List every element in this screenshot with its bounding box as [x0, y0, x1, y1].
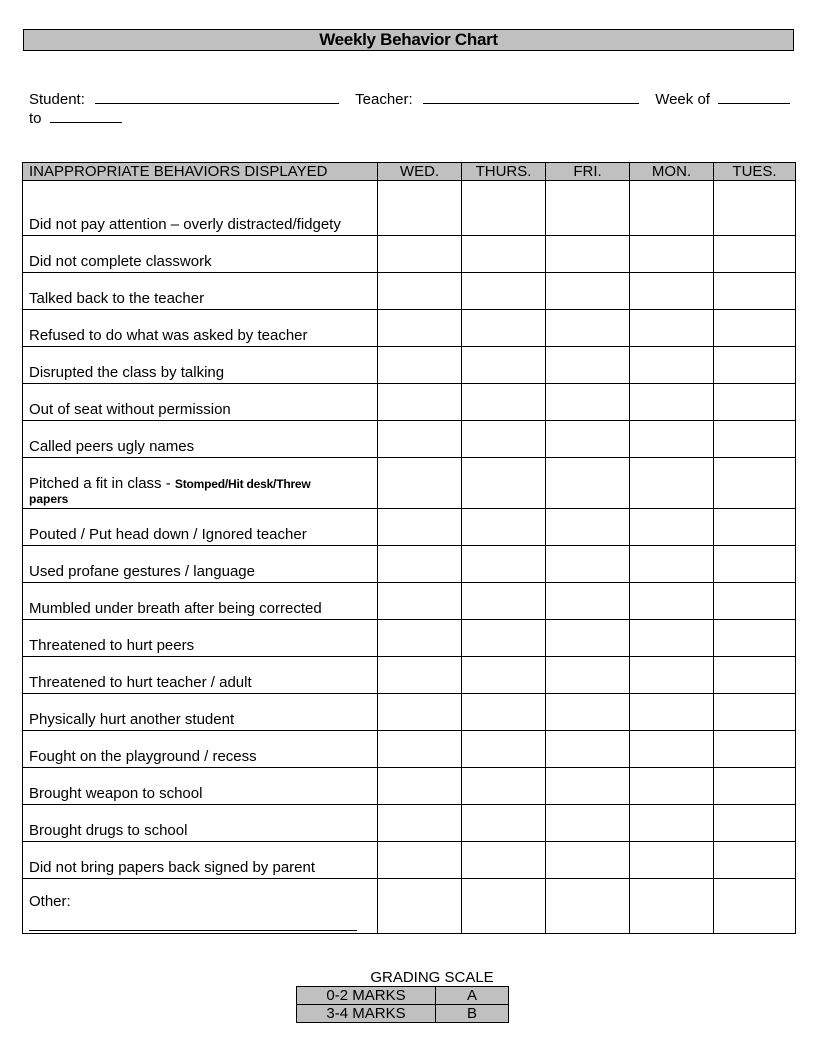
behavior-text: Did not complete classwork: [29, 253, 212, 270]
mark-cell-mon[interactable]: [630, 842, 714, 879]
behavior-label: [23, 842, 378, 879]
table-row: [23, 657, 796, 694]
behavior-text: Called peers ugly names: [29, 438, 195, 455]
mark-cell-fri[interactable]: [546, 458, 630, 509]
mark-cell-fri[interactable]: [546, 273, 630, 310]
table-row: [23, 458, 796, 509]
table-row: [23, 546, 796, 583]
other-write-in-line[interactable]: [29, 912, 357, 931]
mark-cell-mon[interactable]: [630, 879, 714, 934]
page-title: Weekly Behavior Chart: [23, 29, 794, 51]
mark-cell-tues[interactable]: [714, 181, 796, 236]
mark-cell-thurs[interactable]: [462, 421, 546, 458]
behavior-table: [22, 162, 796, 934]
mark-cell-wed[interactable]: [378, 181, 462, 236]
header-day-mon: MON.: [630, 163, 714, 181]
behavior-text: Threatened to hurt teacher / adult: [29, 674, 252, 691]
mark-cell-fri[interactable]: [546, 546, 630, 583]
mark-cell-tues[interactable]: [714, 805, 796, 842]
behavior-label: [23, 509, 378, 546]
behavior-text: Used profane gestures / language: [29, 563, 255, 580]
mark-cell-thurs[interactable]: [462, 879, 546, 934]
mark-cell-tues[interactable]: [714, 384, 796, 421]
mark-cell-mon[interactable]: [630, 657, 714, 694]
mark-cell-wed[interactable]: [378, 731, 462, 768]
grading-grade: B: [436, 1005, 509, 1023]
behavior-label: [23, 583, 378, 620]
week-of-label: Week of: [655, 91, 710, 108]
table-row: [23, 768, 796, 805]
mark-cell-tues[interactable]: [714, 347, 796, 384]
grading-scale: [296, 969, 508, 1023]
mark-cell-wed[interactable]: [378, 347, 462, 384]
mark-cell-tues[interactable]: [714, 546, 796, 583]
mark-cell-fri[interactable]: [546, 384, 630, 421]
table-row: [23, 421, 796, 458]
behavior-detail: Stomped/Hit desk/Threw: [174, 477, 311, 491]
mark-cell-wed[interactable]: [378, 509, 462, 546]
mark-cell-wed[interactable]: [378, 273, 462, 310]
mark-cell-tues[interactable]: [714, 657, 796, 694]
mark-cell-tues[interactable]: [714, 421, 796, 458]
mark-cell-thurs[interactable]: [462, 310, 546, 347]
mark-cell-mon[interactable]: [630, 421, 714, 458]
mark-cell-fri[interactable]: [546, 620, 630, 657]
mark-cell-thurs[interactable]: [462, 768, 546, 805]
behavior-label: [23, 657, 378, 694]
student-field[interactable]: [95, 90, 339, 104]
mark-cell-tues[interactable]: [714, 731, 796, 768]
table-row: [23, 181, 796, 236]
behavior-label: [23, 768, 378, 805]
mark-cell-mon[interactable]: [630, 731, 714, 768]
table-row: [23, 620, 796, 657]
mark-cell-thurs[interactable]: [462, 236, 546, 273]
header-day-fri: FRI.: [546, 163, 630, 181]
mark-cell-fri[interactable]: [546, 181, 630, 236]
behavior-label: [23, 347, 378, 384]
table-row: [23, 805, 796, 842]
behavior-text: Disrupted the class by talking: [29, 364, 225, 381]
mark-cell-wed[interactable]: [378, 546, 462, 583]
behavior-label: [23, 273, 378, 310]
mark-cell-fri[interactable]: [546, 879, 630, 934]
mark-cell-fri[interactable]: [546, 236, 630, 273]
table-row: [23, 731, 796, 768]
table-row: [23, 694, 796, 731]
mark-cell-thurs[interactable]: [462, 458, 546, 509]
mark-cell-thurs[interactable]: [462, 620, 546, 657]
mark-cell-mon[interactable]: [630, 181, 714, 236]
mark-cell-tues[interactable]: [714, 879, 796, 934]
mark-cell-wed[interactable]: [378, 421, 462, 458]
mark-cell-wed[interactable]: [378, 805, 462, 842]
mark-cell-mon[interactable]: [630, 509, 714, 546]
mark-cell-thurs[interactable]: [462, 273, 546, 310]
mark-cell-mon[interactable]: [630, 546, 714, 583]
table-row: [23, 879, 796, 934]
mark-cell-tues[interactable]: [714, 273, 796, 310]
student-info: [29, 90, 791, 128]
grading-grade: A: [436, 987, 509, 1005]
behavior-text: Threatened to hurt peers: [29, 637, 195, 654]
behavior-text: Did not pay attention – overly distracted/fidgety: [29, 216, 341, 233]
behavior-text: Brought drugs to school: [29, 822, 188, 839]
mark-cell-mon[interactable]: [630, 273, 714, 310]
behavior-label: [23, 310, 378, 347]
table-header-row: [23, 163, 796, 181]
mark-cell-thurs[interactable]: [462, 583, 546, 620]
to-label: to: [29, 110, 42, 127]
week-end-field[interactable]: [50, 109, 122, 123]
behavior-label: [23, 384, 378, 421]
behavior-label: [23, 236, 378, 273]
behavior-text: Pitched a fit in class -: [29, 475, 171, 492]
table-row: [23, 347, 796, 384]
behavior-text: Other:: [29, 893, 71, 910]
mark-cell-wed[interactable]: [378, 384, 462, 421]
mark-cell-mon[interactable]: [630, 347, 714, 384]
mark-cell-thurs[interactable]: [462, 384, 546, 421]
behavior-text: Pouted / Put head down / Ignored teacher: [29, 526, 307, 543]
mark-cell-mon[interactable]: [630, 310, 714, 347]
behavior-text: Out of seat without permission: [29, 401, 231, 418]
behavior-label: [23, 546, 378, 583]
mark-cell-tues[interactable]: [714, 310, 796, 347]
behavior-label: [23, 805, 378, 842]
mark-cell-tues[interactable]: [714, 842, 796, 879]
mark-cell-tues[interactable]: [714, 694, 796, 731]
mark-cell-mon[interactable]: [630, 384, 714, 421]
header-day-tues: TUES.: [714, 163, 796, 181]
mark-cell-thurs[interactable]: [462, 694, 546, 731]
mark-cell-wed[interactable]: [378, 842, 462, 879]
table-row: [23, 310, 796, 347]
mark-cell-thurs[interactable]: [462, 805, 546, 842]
behavior-text: Brought weapon to school: [29, 785, 203, 802]
mark-cell-thurs[interactable]: [462, 509, 546, 546]
grading-row: [297, 1005, 509, 1023]
mark-cell-mon[interactable]: [630, 768, 714, 805]
mark-cell-tues[interactable]: [714, 458, 796, 509]
mark-cell-mon[interactable]: [630, 620, 714, 657]
mark-cell-fri[interactable]: [546, 509, 630, 546]
behavior-text: Fought on the playground / recess: [29, 748, 257, 765]
mark-cell-wed[interactable]: [378, 657, 462, 694]
mark-cell-wed[interactable]: [378, 583, 462, 620]
mark-cell-fri[interactable]: [546, 583, 630, 620]
teacher-label: Teacher:: [355, 91, 413, 108]
grading-marks: 3-4 MARKS: [297, 1005, 436, 1023]
behavior-label: [23, 620, 378, 657]
mark-cell-fri[interactable]: [546, 805, 630, 842]
behavior-label: [23, 731, 378, 768]
mark-cell-wed[interactable]: [378, 694, 462, 731]
behavior-label: [23, 421, 378, 458]
mark-cell-mon[interactable]: [630, 805, 714, 842]
mark-cell-fri[interactable]: [546, 731, 630, 768]
behavior-detail: papers: [29, 492, 69, 506]
behavior-label: [23, 458, 378, 509]
behavior-label: [23, 879, 378, 934]
grading-title: GRADING SCALE: [370, 969, 494, 986]
mark-cell-thurs[interactable]: [462, 347, 546, 384]
mark-cell-thurs[interactable]: [462, 546, 546, 583]
mark-cell-mon[interactable]: [630, 583, 714, 620]
table-row: [23, 236, 796, 273]
mark-cell-mon[interactable]: [630, 694, 714, 731]
mark-cell-mon[interactable]: [630, 458, 714, 509]
mark-cell-fri[interactable]: [546, 310, 630, 347]
mark-cell-wed[interactable]: [378, 879, 462, 934]
table-row: [23, 583, 796, 620]
mark-cell-wed[interactable]: [378, 310, 462, 347]
mark-cell-fri[interactable]: [546, 347, 630, 384]
mark-cell-thurs[interactable]: [462, 842, 546, 879]
mark-cell-fri[interactable]: [546, 421, 630, 458]
mark-cell-tues[interactable]: [714, 236, 796, 273]
mark-cell-fri[interactable]: [546, 694, 630, 731]
mark-cell-fri[interactable]: [546, 657, 630, 694]
week-start-field[interactable]: [718, 90, 790, 104]
behavior-text: Did not bring papers back signed by parent: [29, 859, 316, 876]
mark-cell-thurs[interactable]: [462, 181, 546, 236]
grading-marks: 0-2 MARKS: [297, 987, 436, 1005]
mark-cell-wed[interactable]: [378, 458, 462, 509]
table-row: [23, 509, 796, 546]
teacher-field[interactable]: [423, 90, 639, 104]
mark-cell-wed[interactable]: [378, 236, 462, 273]
behavior-text: Mumbled under breath after being corrected: [29, 600, 322, 617]
behavior-text: Physically hurt another student: [29, 711, 235, 728]
header-day-thurs: THURS.: [462, 163, 546, 181]
student-label: Student:: [29, 91, 85, 108]
grading-row: [297, 987, 509, 1005]
mark-cell-wed[interactable]: [378, 620, 462, 657]
table-row: [23, 273, 796, 310]
header-day-wed: WED.: [378, 163, 462, 181]
behavior-label: [23, 694, 378, 731]
mark-cell-fri[interactable]: [546, 768, 630, 805]
table-row: [23, 842, 796, 879]
behavior-text: Talked back to the teacher: [29, 290, 205, 307]
mark-cell-tues[interactable]: [714, 509, 796, 546]
mark-cell-wed[interactable]: [378, 768, 462, 805]
mark-cell-tues[interactable]: [714, 583, 796, 620]
mark-cell-tues[interactable]: [714, 768, 796, 805]
grading-table: [296, 986, 509, 1023]
behavior-text: Refused to do what was asked by teacher: [29, 327, 308, 344]
mark-cell-thurs[interactable]: [462, 731, 546, 768]
table-row: [23, 384, 796, 421]
mark-cell-fri[interactable]: [546, 842, 630, 879]
mark-cell-mon[interactable]: [630, 236, 714, 273]
mark-cell-tues[interactable]: [714, 620, 796, 657]
behavior-label: [23, 181, 378, 236]
mark-cell-thurs[interactable]: [462, 657, 546, 694]
header-behaviors: INAPPROPRIATE BEHAVIORS DISPLAYED: [23, 163, 378, 181]
